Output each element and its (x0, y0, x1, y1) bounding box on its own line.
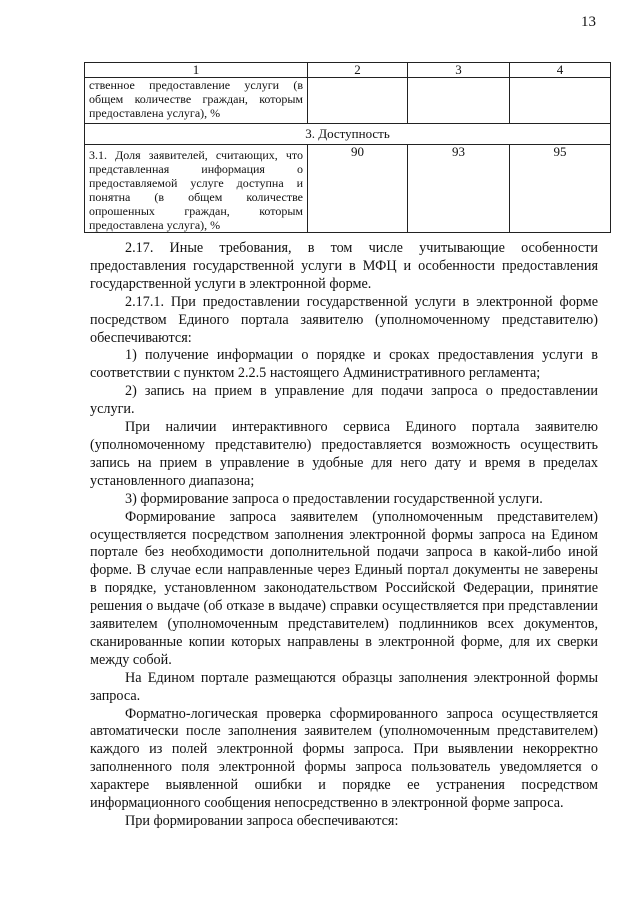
paragraph: 2) запись на прием в управление для подачи запроса о предоставлении услуги. (90, 383, 598, 418)
paragraph: 1) получение информации о порядке и сроках предоставления услуги в соответствии с пунктом 2.2.5 настоящего Административного регламента; (90, 347, 598, 382)
table-row (85, 145, 611, 233)
paragraph: Форматно-логическая проверка сформированного запроса осуществляется автоматически после заполнения заявителем (уполномоченным представителем) каждого из полей электронной формы запроса. При выявлении некорректно заполненного поля электронной формы запроса пользователь уведомляется о характере выявленной ошибки и порядке ее устранения посредством информационного сообщения непосредственно в электронной форме запроса. (90, 705, 598, 812)
column-header: 2 (308, 63, 408, 78)
page-number: 13 (581, 14, 596, 30)
indicator-value: 93 (408, 145, 510, 233)
paragraph: На Едином портале размещаются образцы заполнения электронной формы запроса. (90, 669, 598, 704)
indicator-value (308, 78, 408, 124)
table-section-row (85, 124, 611, 145)
paragraph: 3) формирование запроса о предоставлении государственной услуги. (125, 490, 543, 507)
paragraph: При наличии интерактивного сервиса Единого портала заявителю (уполномоченному представителю) предоставляется возможность осуществить запись на прием в управление в удобные для него дату и время в пределах установленного диапазона; (90, 419, 598, 489)
paragraph: Формирование запроса заявителем (уполномоченным представителем) осуществляется посредством заполнения электронной формы запроса на Едином портале без необходимости дополнительной подачи запроса в какой-либо иной форме. В случае если направленные через Единый портал документы не заверены в порядке, установленном законодательством Российской Федерации, принятие решения о выдаче (об отказе в выдаче) справки осуществляется при представлении заявителем (уполномоченным представителем) подлинников всех документов, сканированные копии которых направлены в электронной форме, для их сверки между собой. (90, 508, 598, 668)
column-header: 1 (85, 63, 308, 78)
indicator-value (408, 78, 510, 124)
paragraph: 2.17.1. При предоставлении государственной услуги в электронной форме посредством Единого портала заявителю (уполномоченному представителю) обеспечиваются: (90, 293, 598, 346)
table-header-row (85, 63, 611, 78)
indicator-description: ственное предоставление услуги (в общем количестве граждан, которым предоставлена услуга), % (85, 78, 308, 124)
section-title: 3. Доступность (85, 124, 611, 145)
paragraph: 2.17. Иные требования, в том числе учитывающие особенности предоставления государственной услуги в МФЦ и особенности предоставления государственной услуги в электронной форме. (90, 240, 598, 292)
indicators-table (84, 62, 611, 233)
indicator-description: 3.1. Доля заявителей, считающих, что представленная информация о предоставляемой услуге доступна и понятна (в общем количестве опрошенных граждан, которым предоставлена услуга), % (85, 145, 308, 233)
column-header: 4 (510, 63, 611, 78)
indicator-value: 95 (510, 145, 611, 233)
document-body (90, 240, 598, 831)
paragraph: При формировании запроса обеспечиваются: (125, 813, 399, 829)
indicator-value: 90 (308, 145, 408, 233)
column-header: 3 (408, 63, 510, 78)
indicator-value (510, 78, 611, 124)
table-row (85, 78, 611, 124)
